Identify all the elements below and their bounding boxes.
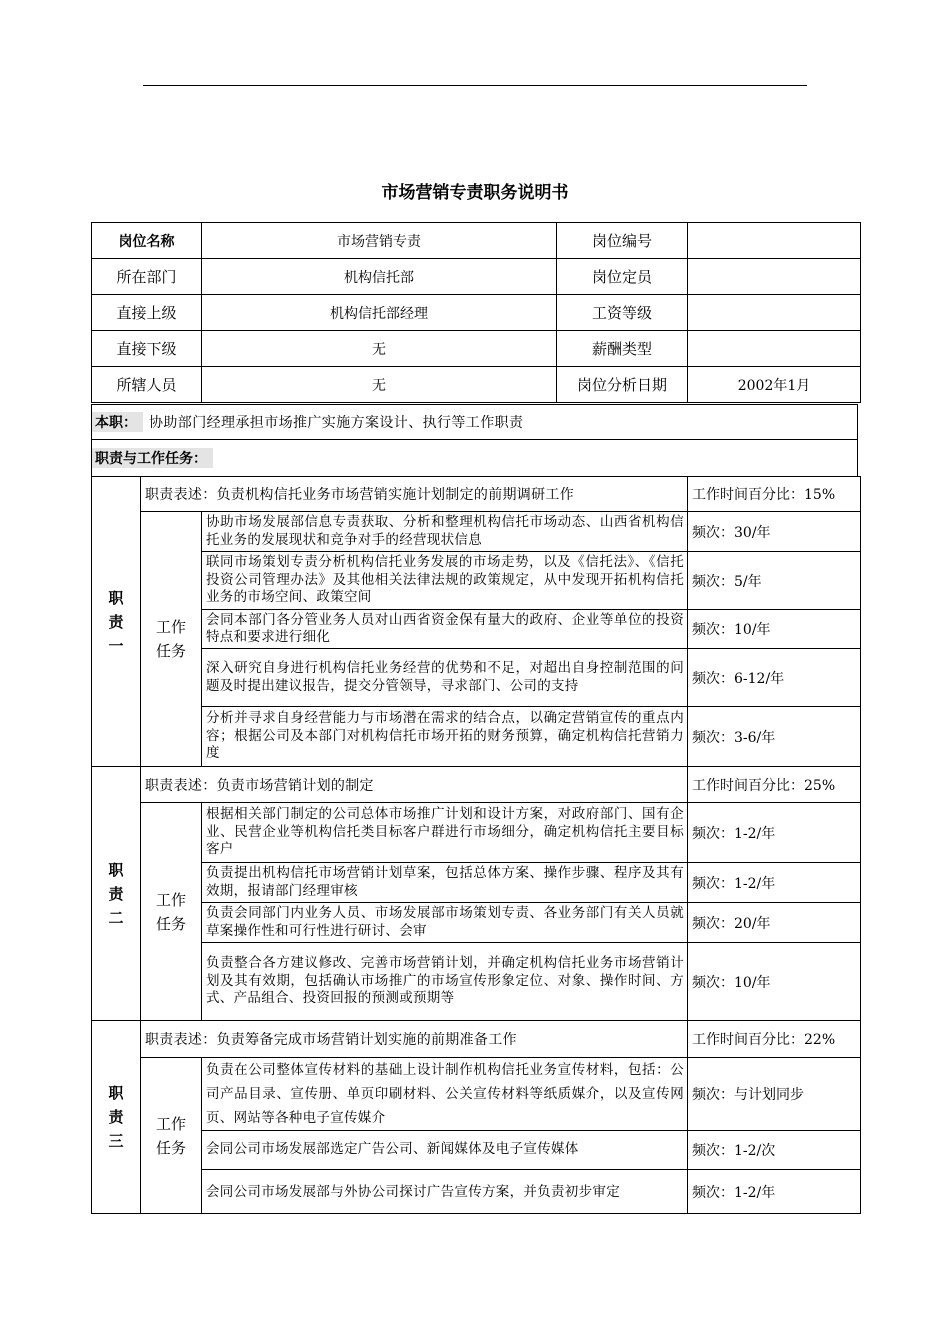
- duty-side-label: [92, 1021, 141, 1214]
- task-text: 会同公司市场发展部选定广告公司、新闻媒体及电子宣传媒体: [202, 1131, 688, 1170]
- work-task-label: [141, 512, 202, 767]
- task-row: [92, 1170, 861, 1214]
- duty-statement: 职责表述：负责筹备完成市场营销计划实施的前期准备工作: [141, 1021, 688, 1058]
- info-row: [92, 259, 861, 295]
- info-value: [688, 223, 861, 259]
- basic-info-table: [91, 222, 861, 403]
- task-frequency: 频次：5/年: [688, 552, 861, 610]
- task-text: 协助市场发展部信息专责获取、分析和整理机构信托市场动态、山西省机构信托业务的发展现状和竞争对手的经营现状信息: [202, 512, 688, 552]
- info-value: [688, 259, 861, 295]
- info-label: 所辖人员: [92, 367, 202, 403]
- duty-side-text: 职责三: [108, 1084, 124, 1150]
- info-label: 工资等级: [557, 295, 688, 331]
- duty-statement-row: [92, 477, 861, 512]
- duty-side-label: [92, 477, 141, 767]
- document-title: 市场营销专责职务说明书: [381, 183, 569, 203]
- task-frequency: 频次：3-6/年: [688, 707, 861, 767]
- work-task-label: [141, 803, 202, 1021]
- duty-statement: 职责表述：负责机构信托业务市场营销实施计划制定的前期调研工作: [141, 477, 688, 512]
- duties-table: [91, 476, 861, 1214]
- task-frequency: 频次：1-2/年: [688, 803, 861, 863]
- info-value: 机构信托部: [202, 259, 557, 295]
- duties-header: 职责与工作任务：: [92, 448, 213, 468]
- info-value: [688, 331, 861, 367]
- task-frequency: 频次：1-2/次: [688, 1131, 861, 1170]
- task-row: [92, 1131, 861, 1170]
- work-task-text: 工作任务: [155, 1114, 186, 1157]
- info-value: 2002年1月: [688, 367, 861, 403]
- header-rule: [143, 85, 807, 86]
- main-duty-text: 协助部门经理承担市场推广实施方案设计、执行等工作职责: [149, 415, 524, 431]
- task-row: [92, 903, 861, 943]
- task-text: 根据相关部门制定的公司总体市场推广计划和设计方案，对政府部门、国有企业、民营企业等机构信托类目标客户群进行市场细分，确定机构信托主要目标客户: [202, 803, 688, 863]
- info-label: 岗位定员: [557, 259, 688, 295]
- task-frequency: 频次：与计划同步: [688, 1058, 861, 1131]
- task-row: [92, 512, 861, 552]
- work-task-text: 工作任务: [155, 618, 186, 660]
- duty-time-percent: 工作时间百分比：25%: [688, 767, 861, 803]
- task-frequency: 频次：30/年: [688, 512, 861, 552]
- work-task-text: 工作任务: [155, 890, 186, 933]
- duty-side-text: 职责二: [108, 860, 124, 927]
- task-row: [92, 863, 861, 903]
- info-value: [688, 295, 861, 331]
- task-text: 负责提出机构信托市场营销计划草案，包括总体方案、操作步骤、程序及其有效期，报请部门经理审核: [202, 863, 688, 903]
- info-label: 薪酬类型: [557, 331, 688, 367]
- info-row: [92, 331, 861, 367]
- info-label: 岗位名称: [92, 223, 202, 259]
- task-row: [92, 610, 861, 649]
- task-row: [92, 649, 861, 707]
- task-row: [92, 552, 861, 610]
- task-frequency: 频次：1-2/年: [688, 863, 861, 903]
- task-frequency: 频次：6-12/年: [688, 649, 861, 707]
- main-duty-label: 本职：: [92, 412, 143, 432]
- info-row: [92, 295, 861, 331]
- info-row: [92, 223, 861, 259]
- info-row: [92, 367, 861, 403]
- main-duty-row: [91, 404, 858, 440]
- info-label: 直接上级: [92, 295, 202, 331]
- task-text: 分析并寻求自身经营能力与市场潜在需求的结合点，以确定营销宣传的重点内容；根据公司及本部门对机构信托市场开拓的财务预算，确定机构信托营销力度: [202, 707, 688, 767]
- task-row: [92, 943, 861, 1021]
- duty-statement-row: [92, 1021, 861, 1058]
- task-frequency: 频次：1-2/年: [688, 1170, 861, 1214]
- info-value: 机构信托部经理: [202, 295, 557, 331]
- task-text: 会同公司市场发展部与外协公司探讨广告宣传方案，并负责初步审定: [202, 1170, 688, 1214]
- task-frequency: 频次：20/年: [688, 903, 861, 943]
- duty-time-percent: 工作时间百分比：22%: [688, 1021, 861, 1058]
- duty-side-label: [92, 767, 141, 1021]
- info-label: 岗位分析日期: [557, 367, 688, 403]
- info-label: 所在部门: [92, 259, 202, 295]
- task-text: 会同本部门各分管业务人员对山西省资金保有量大的政府、企业等单位的投资特点和要求进行细化: [202, 610, 688, 649]
- task-text: 联同市场策划专责分析机构信托业务发展的市场走势，以及《信托法》、《信托投资公司管理办法》及其他相关法律法规的政策规定，从中发现开拓机构信托业务的市场空间、政策空间: [202, 552, 688, 610]
- task-frequency: 频次：10/年: [688, 610, 861, 649]
- duty-side-text: 职责一: [108, 588, 124, 655]
- info-value: 无: [202, 331, 557, 367]
- task-frequency: 频次：10/年: [688, 943, 861, 1021]
- duty-statement: 职责表述：负责市场营销计划的制定: [141, 767, 688, 803]
- info-label: 直接下级: [92, 331, 202, 367]
- task-text: 负责整合各方建议修改、完善市场营销计划，并确定机构信托业务市场营销计划及其有效期，包括确认市场推广的市场宣传形象定位、对象、操作时间、方式、产品组合、投资回报的预测或预期等: [202, 943, 688, 1021]
- task-text: 负责在公司整体宣传材料的基础上设计制作机构信托业务宣传材料，包括：公司产品目录、宣传册、单页印刷材料、公关宣传材料等纸质媒介，以及宣传网页、网站等各种电子宣传媒介: [202, 1058, 688, 1131]
- info-value: 无: [202, 367, 557, 403]
- task-row: [92, 1058, 861, 1131]
- task-text: 负责会同部门内业务人员、市场发展部市场策划专责、各业务部门有关人员就草案操作性和可行性进行研讨、会审: [202, 903, 688, 943]
- task-row: [92, 803, 861, 863]
- task-row: [92, 707, 861, 767]
- duty-time-percent: 工作时间百分比：15%: [688, 477, 861, 512]
- work-task-label: [141, 1058, 202, 1214]
- info-value: 市场营销专责: [202, 223, 557, 259]
- task-text: 深入研究自身进行机构信托业务经营的优势和不足，对超出自身控制范围的问题及时提出建议报告，提交分管领导，寻求部门、公司的支持: [202, 649, 688, 707]
- info-label: 岗位编号: [557, 223, 688, 259]
- duty-statement-row: [92, 767, 861, 803]
- duties-header-row: [91, 439, 858, 477]
